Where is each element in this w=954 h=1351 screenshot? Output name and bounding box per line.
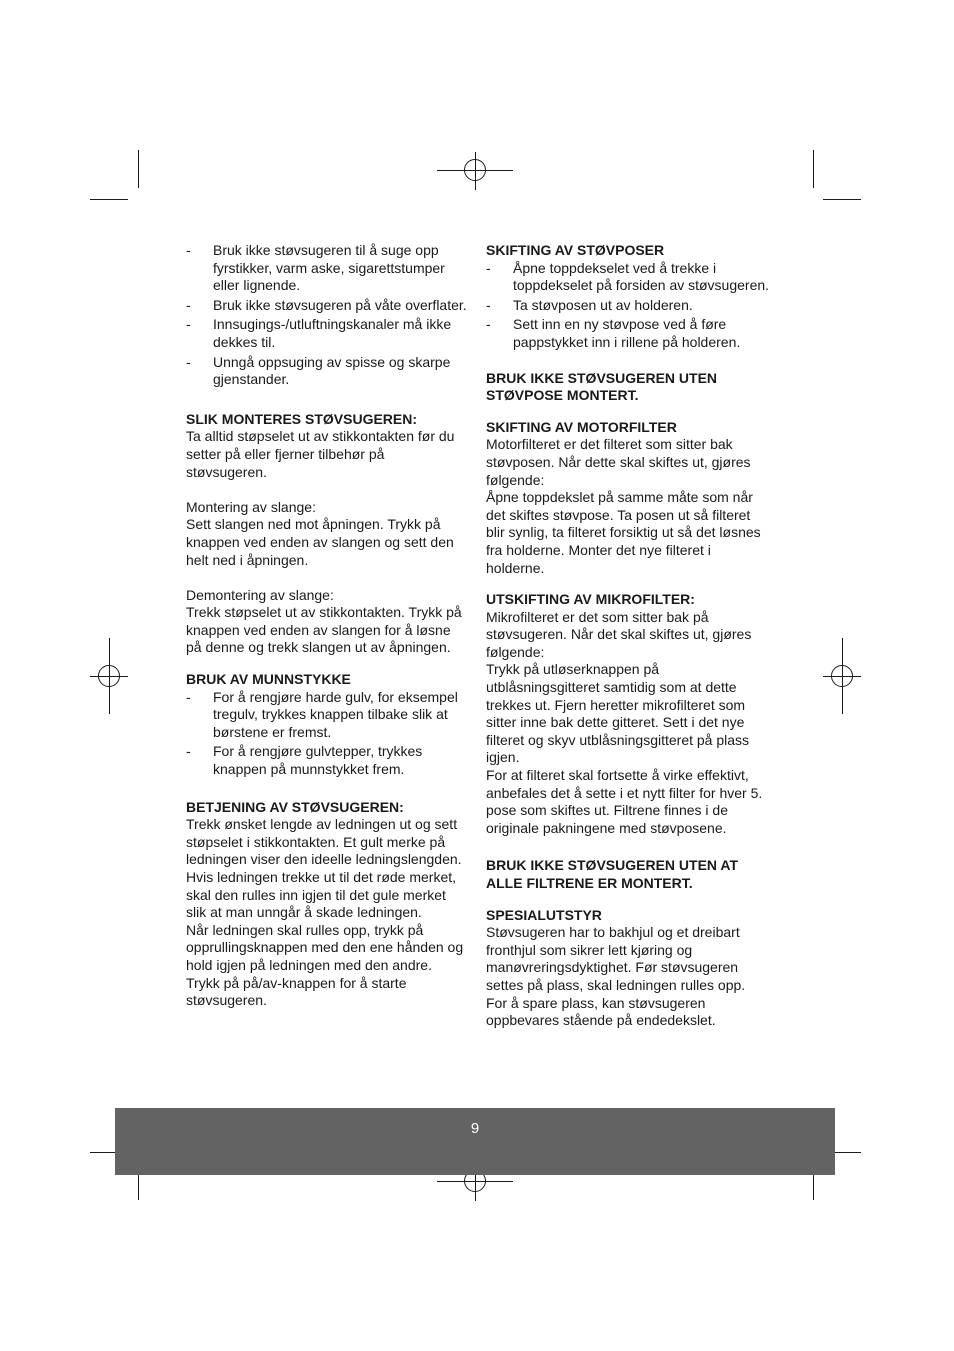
right-column	[486, 242, 770, 1030]
list-item: - For å rengjøre harde gulv, for eksempel tregulv, trykkes knappen tilbake slik at børstene er fremst.	[186, 689, 468, 742]
list-item: - Ta støvposen ut av holderen.	[486, 297, 770, 315]
paragraph: Åpne toppdekslet på samme måte som når det skiftes støvpose. Ta posen ut så filteret blir synlig, ta filteret forsiktig ut så det løsnes fra holderne. Monter det nye filteret i holderne.	[486, 489, 761, 576]
page-number: 9	[470, 1120, 480, 1137]
list-item: - Unngå oppsuging av spisse og skarpe gjenstander.	[186, 354, 468, 389]
crop-mark	[138, 150, 139, 188]
paragraph: Trekk støpselet ut av stikkontakten. Trykk på knappen ved enden av slangen for å løsne på denne og trekk slangen ut av åpningen.	[186, 604, 462, 656]
paragraph: Mikrofilteret er det som sitter bak på støvsugeren. Når det skal skiftes ut, gjøres følgende:	[486, 608, 752, 660]
section-heading: SLIK MONTERES STØVSUGEREN:	[186, 410, 418, 427]
left-column	[186, 242, 468, 1010]
paragraph: For at filteret skal fortsette å virke effektivt, anbefales det å sette i et nytt filter for hver 5. pose som skiftes ut. Filtrene finnes i de originale pakningene med støvposene.	[486, 767, 763, 836]
list-item: - Innsugings-/utluftningskanaler må ikke dekkes til.	[186, 316, 468, 351]
section-heading: SKIFTING AV STØVPOSER	[486, 242, 665, 258]
crop-mark	[90, 199, 128, 200]
paragraph: Når ledningen skal rulles opp, trykk på opprullingsknappen med den ene hånden og hold igjen på ledningen med den andre.	[186, 921, 464, 973]
bags-list	[486, 260, 770, 352]
list-item: - For å rengjøre gulvtepper, trykkes knappen på munnstykket frem.	[186, 743, 468, 778]
list-item: - Åpne toppdekselet ved å trekke i toppdekselet på forsiden av støvsugeren.	[486, 260, 770, 295]
paragraph: Trekk ønsket lengde av ledningen ut og sett støpselet i stikkontakten. Et gult merke på ledningen viser den ideelle ledningslengden. Hvis ledningen trekke ut til det røde merket, skal den rulles inn igjen til det gule merket slik at man unngår å skade ledningen.	[186, 816, 462, 921]
crop-mark	[813, 150, 814, 188]
nozzle-list	[186, 689, 468, 779]
crop-mark	[823, 199, 861, 200]
section-heading: UTSKIFTING AV MIKROFILTER:	[486, 591, 695, 608]
subheading: Montering av slange:	[186, 498, 316, 515]
paragraph: Sett slangen ned mot åpningen. Trykk på knappen ved enden av slangen og sett den helt ned i åpningen.	[186, 516, 454, 568]
section-heading: SPESIALUTSTYR	[486, 906, 602, 923]
section-heading: BETJENING AV STØVSUGEREN:	[186, 798, 404, 815]
subheading: Demontering av slange:	[186, 586, 334, 603]
section-heading: SKIFTING AV MOTORFILTER	[486, 418, 677, 435]
safety-list	[186, 242, 468, 389]
paragraph: Motorfilteret er det filteret som sitter bak støvposen. Når dette skal skiftes ut, gjøres følgende:	[486, 436, 751, 488]
warning-text: BRUK IKKE STØVSUGEREN UTEN AT ALLE FILTRENE ER MONTERT.	[486, 857, 739, 891]
list-item: - Sett inn en ny støvpose ved å føre pappstykket inn i rillene på holderen.	[486, 316, 770, 351]
list-item: - Bruk ikke støvsugeren til å suge opp fyrstikker, varm aske, sigarettstumper eller lignende.	[186, 242, 468, 295]
section-heading: BRUK AV MUNNSTYKKE	[186, 671, 351, 688]
paragraph: Ta alltid støpselet ut av stikkontakten før du setter på eller fjerner tilbehør på støvsugeren.	[186, 428, 455, 480]
paragraph: Trykk på på/av-knappen for å starte støvsugeren.	[186, 974, 407, 1009]
warning-text: BRUK IKKE STØVSUGEREN UTEN STØVPOSE MONTERT.	[486, 369, 718, 404]
footer-band	[115, 1108, 835, 1175]
paragraph: Støvsugeren har to bakhjul og et dreibart fronthjul som sikrer lett kjøring og manøvreringsdyktighet. Før støvsugeren settes på plass, skal ledningen rulles opp. For å spare plass, kan støvsugeren oppbevares stående på endedekslet.	[486, 924, 746, 1029]
paragraph: Trykk på utløserknappen på utblåsningsgitteret samtidig som at dette trekkes ut. Fjern heretter mikrofilteret som sitter inne bak dette gitteret. Sett i det nye filteret og skyv utblåsningsgitteret på plass igjen.	[486, 661, 750, 766]
list-item: - Bruk ikke støvsugeren på våte overflater.	[186, 297, 468, 315]
